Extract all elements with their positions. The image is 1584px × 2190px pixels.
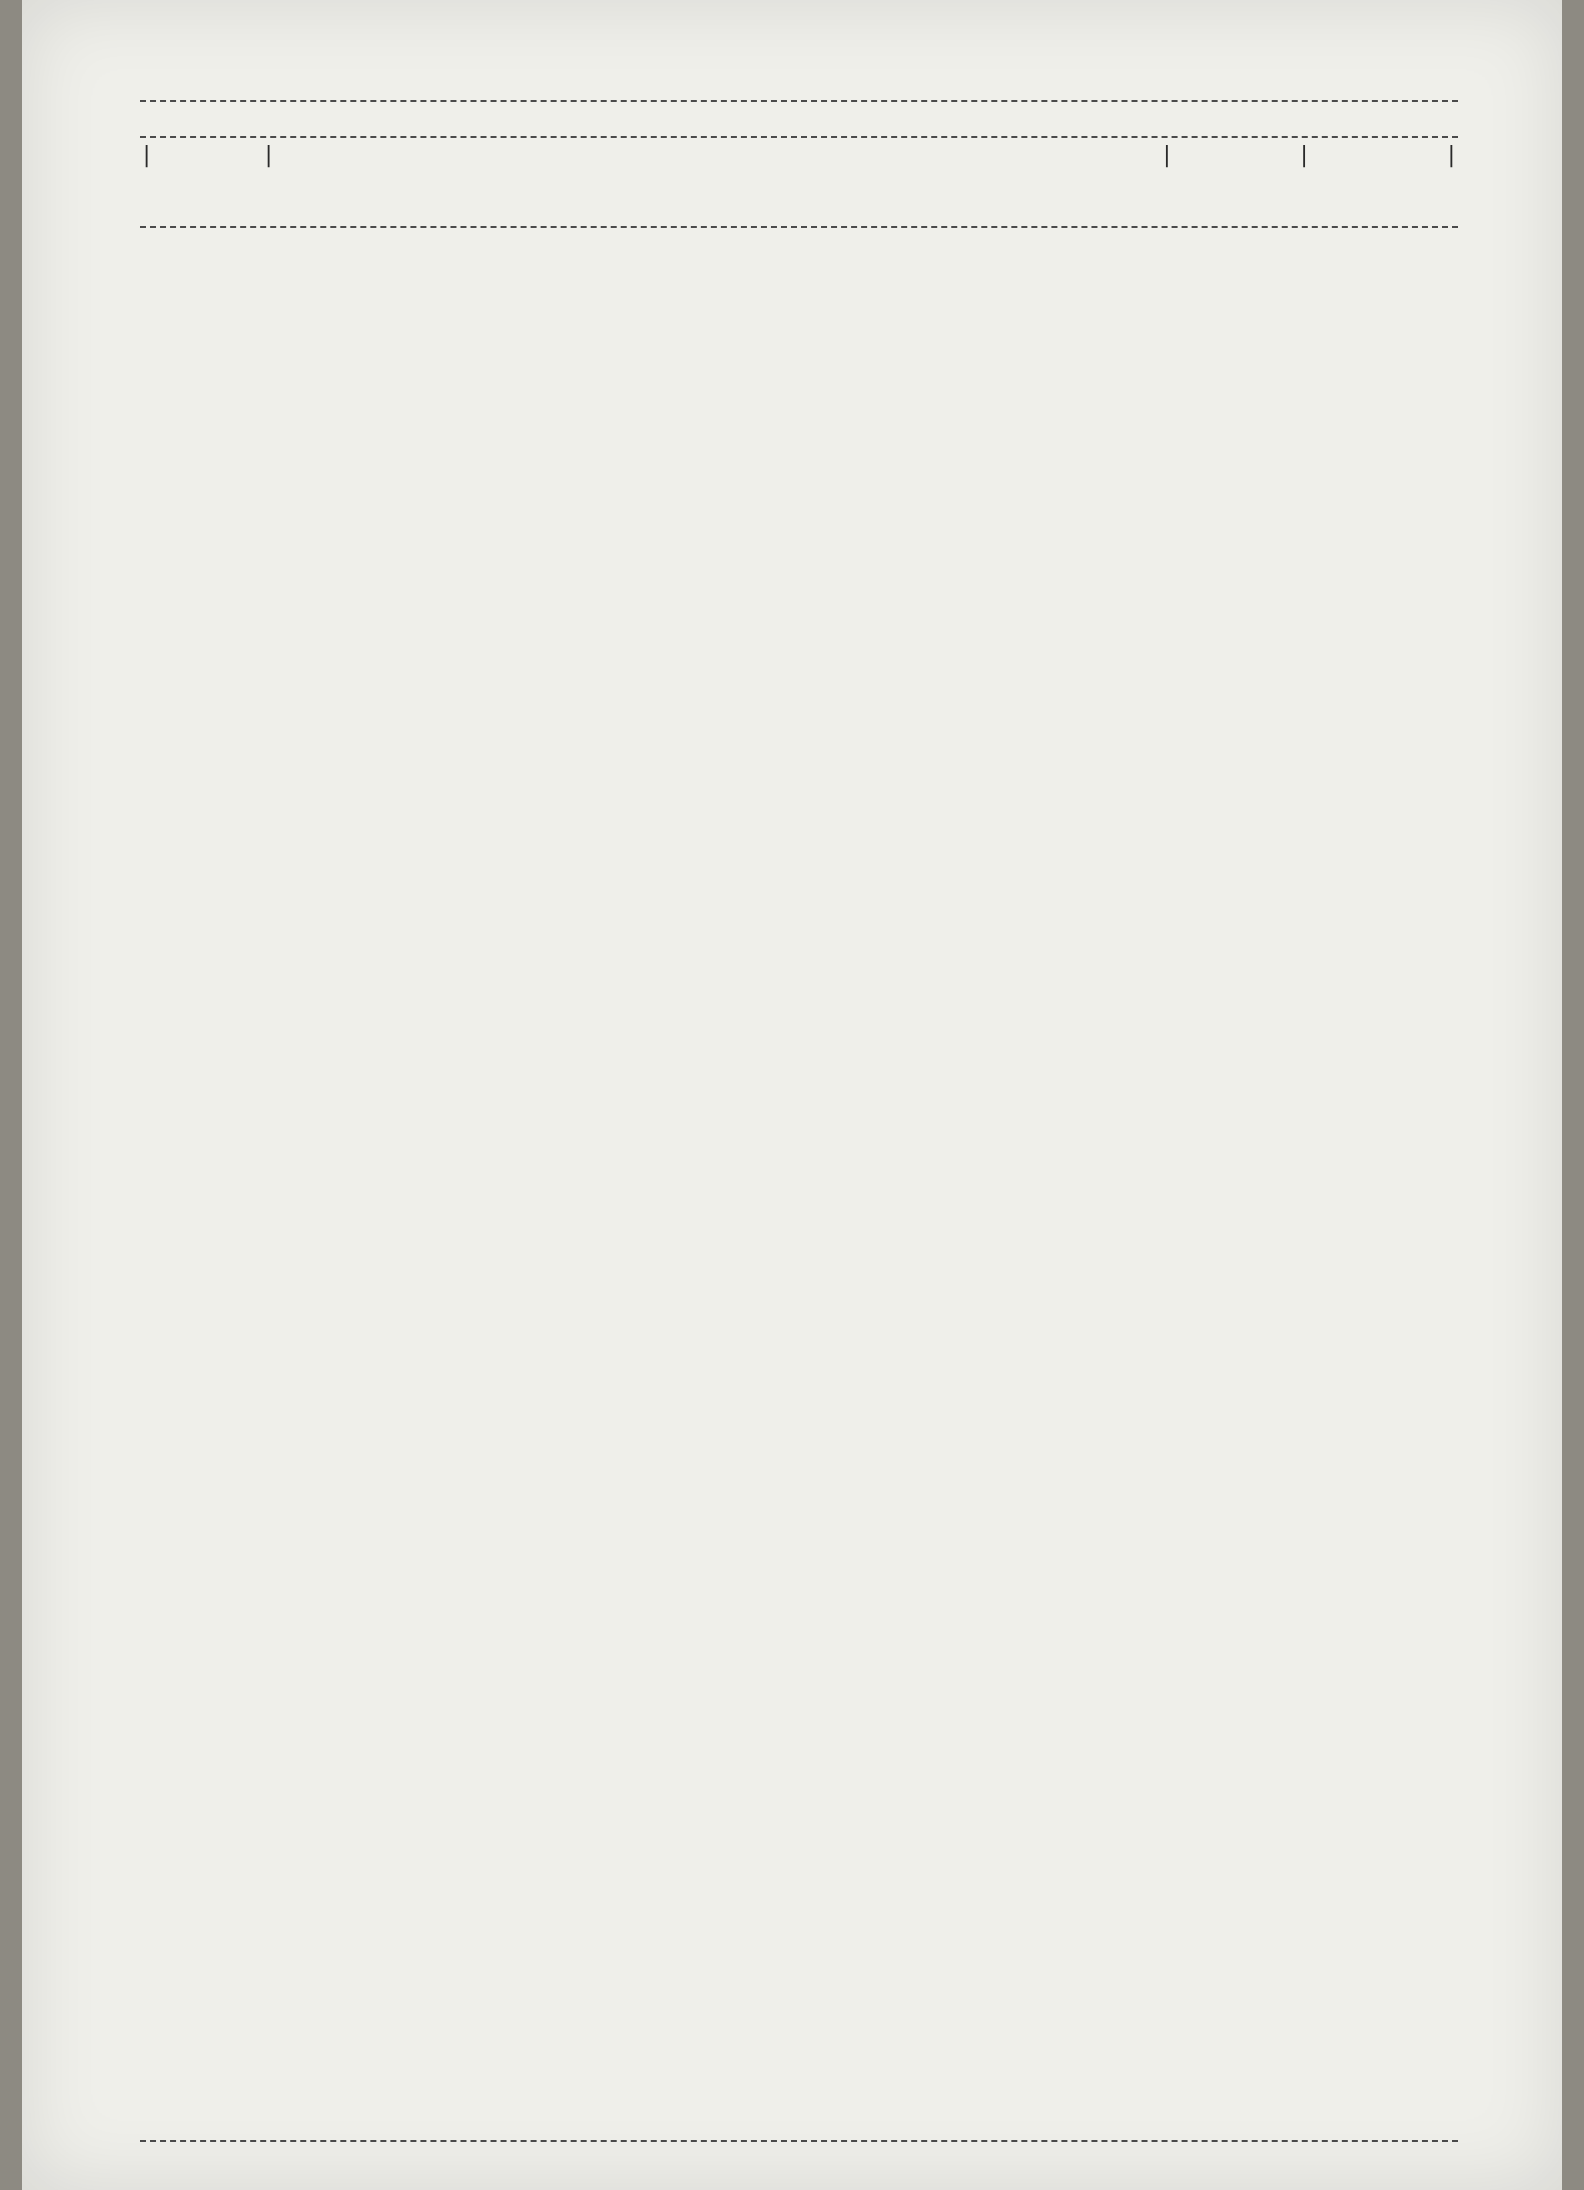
page-footer xyxy=(140,2140,1458,2152)
protocol-page xyxy=(140,100,1458,358)
header-name xyxy=(275,142,1160,310)
mayor-section-title xyxy=(140,332,1458,358)
table-header: | | | | | xyxy=(140,138,1458,226)
divider xyxy=(140,2140,1458,2142)
paper-sheet xyxy=(22,0,1562,2190)
header-pct xyxy=(1174,142,1298,168)
section-title xyxy=(140,102,1458,136)
